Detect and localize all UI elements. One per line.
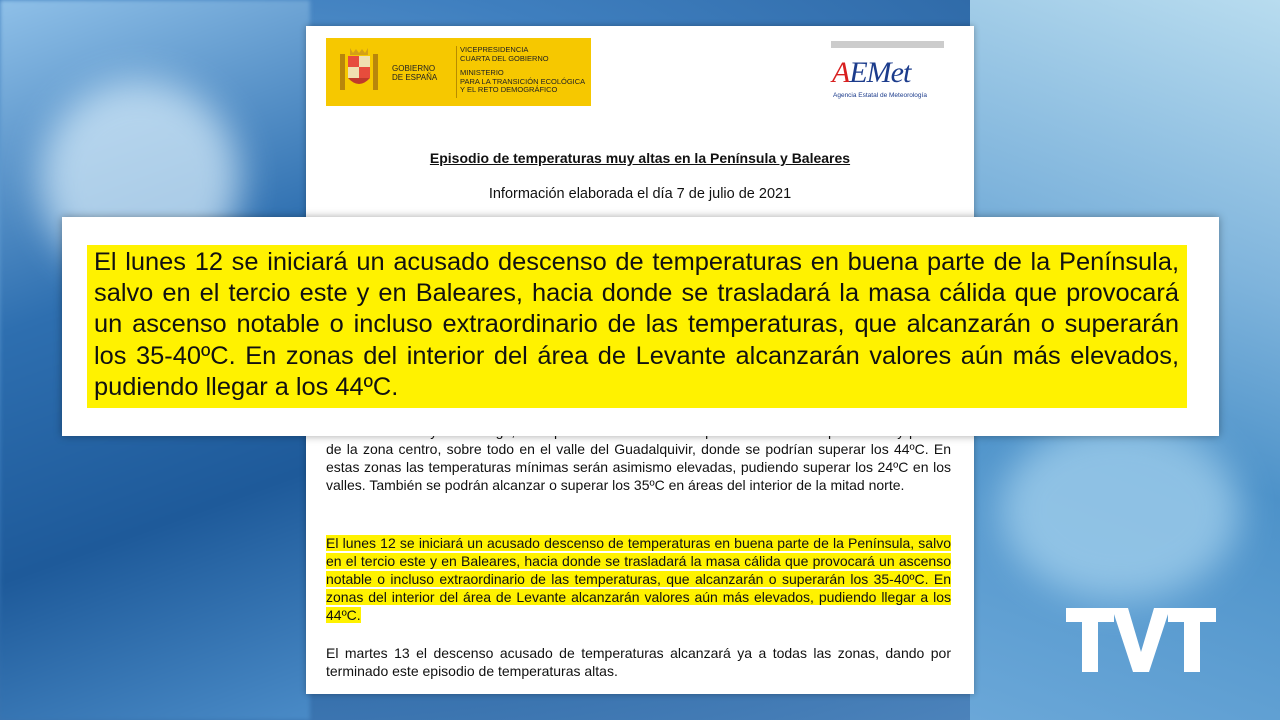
zoomed-quote-box: [62, 217, 1219, 436]
background-blob: [1000, 420, 1240, 600]
zoomed-quote-text: El lunes 12 se iniciará un acusado descenso de temperaturas en buena parte de la Península, salvo en el tercio este y en Baleares, hacia donde se trasladará la masa cálida que provocará un ascenso notable o incluso extraordinario de las temperaturas, que alcanzarán o superarán los 35-40ºC. En zonas del interior del área de Levante alcanzarán valores aún más elevados, pudiendo llegar a los 44ºC.: [94, 248, 1179, 401]
paragraph-tuesday: El martes 13 el descenso acusado de temperaturas alcanzará ya a todas las zonas, dando por terminado este episodio de temperaturas altas.: [326, 645, 951, 679]
ministry-label: VICEPRESIDENCIA CUARTA DEL GOBIERNO MINISTERIO PARA LA TRANSICIÓN ECOLÓGICA Y EL RETO DEMOGRÁFICO: [460, 45, 586, 94]
banner-divider: [456, 46, 457, 98]
tvt-logo: [1066, 608, 1216, 672]
aemet-logo: AEMet: [832, 56, 911, 89]
paragraph-weekend: de la zona centro, sobre todo en el valle del Guadalquivir, donde se podrían superar los 44ºC. En estas zonas las temperaturas mínimas serán asimismo elevadas, pudiendo superar los 24ºC en los valles. También se podrán alcanzar o superar los 35ºC en áreas del interior de la mitad norte.: [326, 441, 951, 493]
paragraph-monday: [326, 534, 951, 624]
coat-of-arms-icon: [336, 46, 382, 98]
agency-name: Agencia Estatal de Meteorología: [833, 92, 927, 99]
document-title: Episodio de temperaturas muy altas en la Península y Baleares: [429, 150, 851, 166]
highlighted-text: El lunes 12 se iniciará un acusado descenso de temperaturas en buena parte de la Península, salvo en el tercio este y en Baleares, hacia donde se trasladará la masa cálida que provocará un ascenso notable o incluso extraordinario de las temperaturas, que alcanzarán o superarán los 35-40ºC. En zonas del interior del área de Levante alcanzarán valores aún más elevados, pudiendo llegar a los 44ºC.: [326, 535, 951, 623]
header-bar: [831, 41, 944, 48]
government-banner: [326, 38, 591, 106]
document-date: Información elaborada el día 7 de julio de 2021: [488, 186, 792, 202]
government-label: GOBIERNO DE ESPAÑA: [392, 64, 438, 82]
